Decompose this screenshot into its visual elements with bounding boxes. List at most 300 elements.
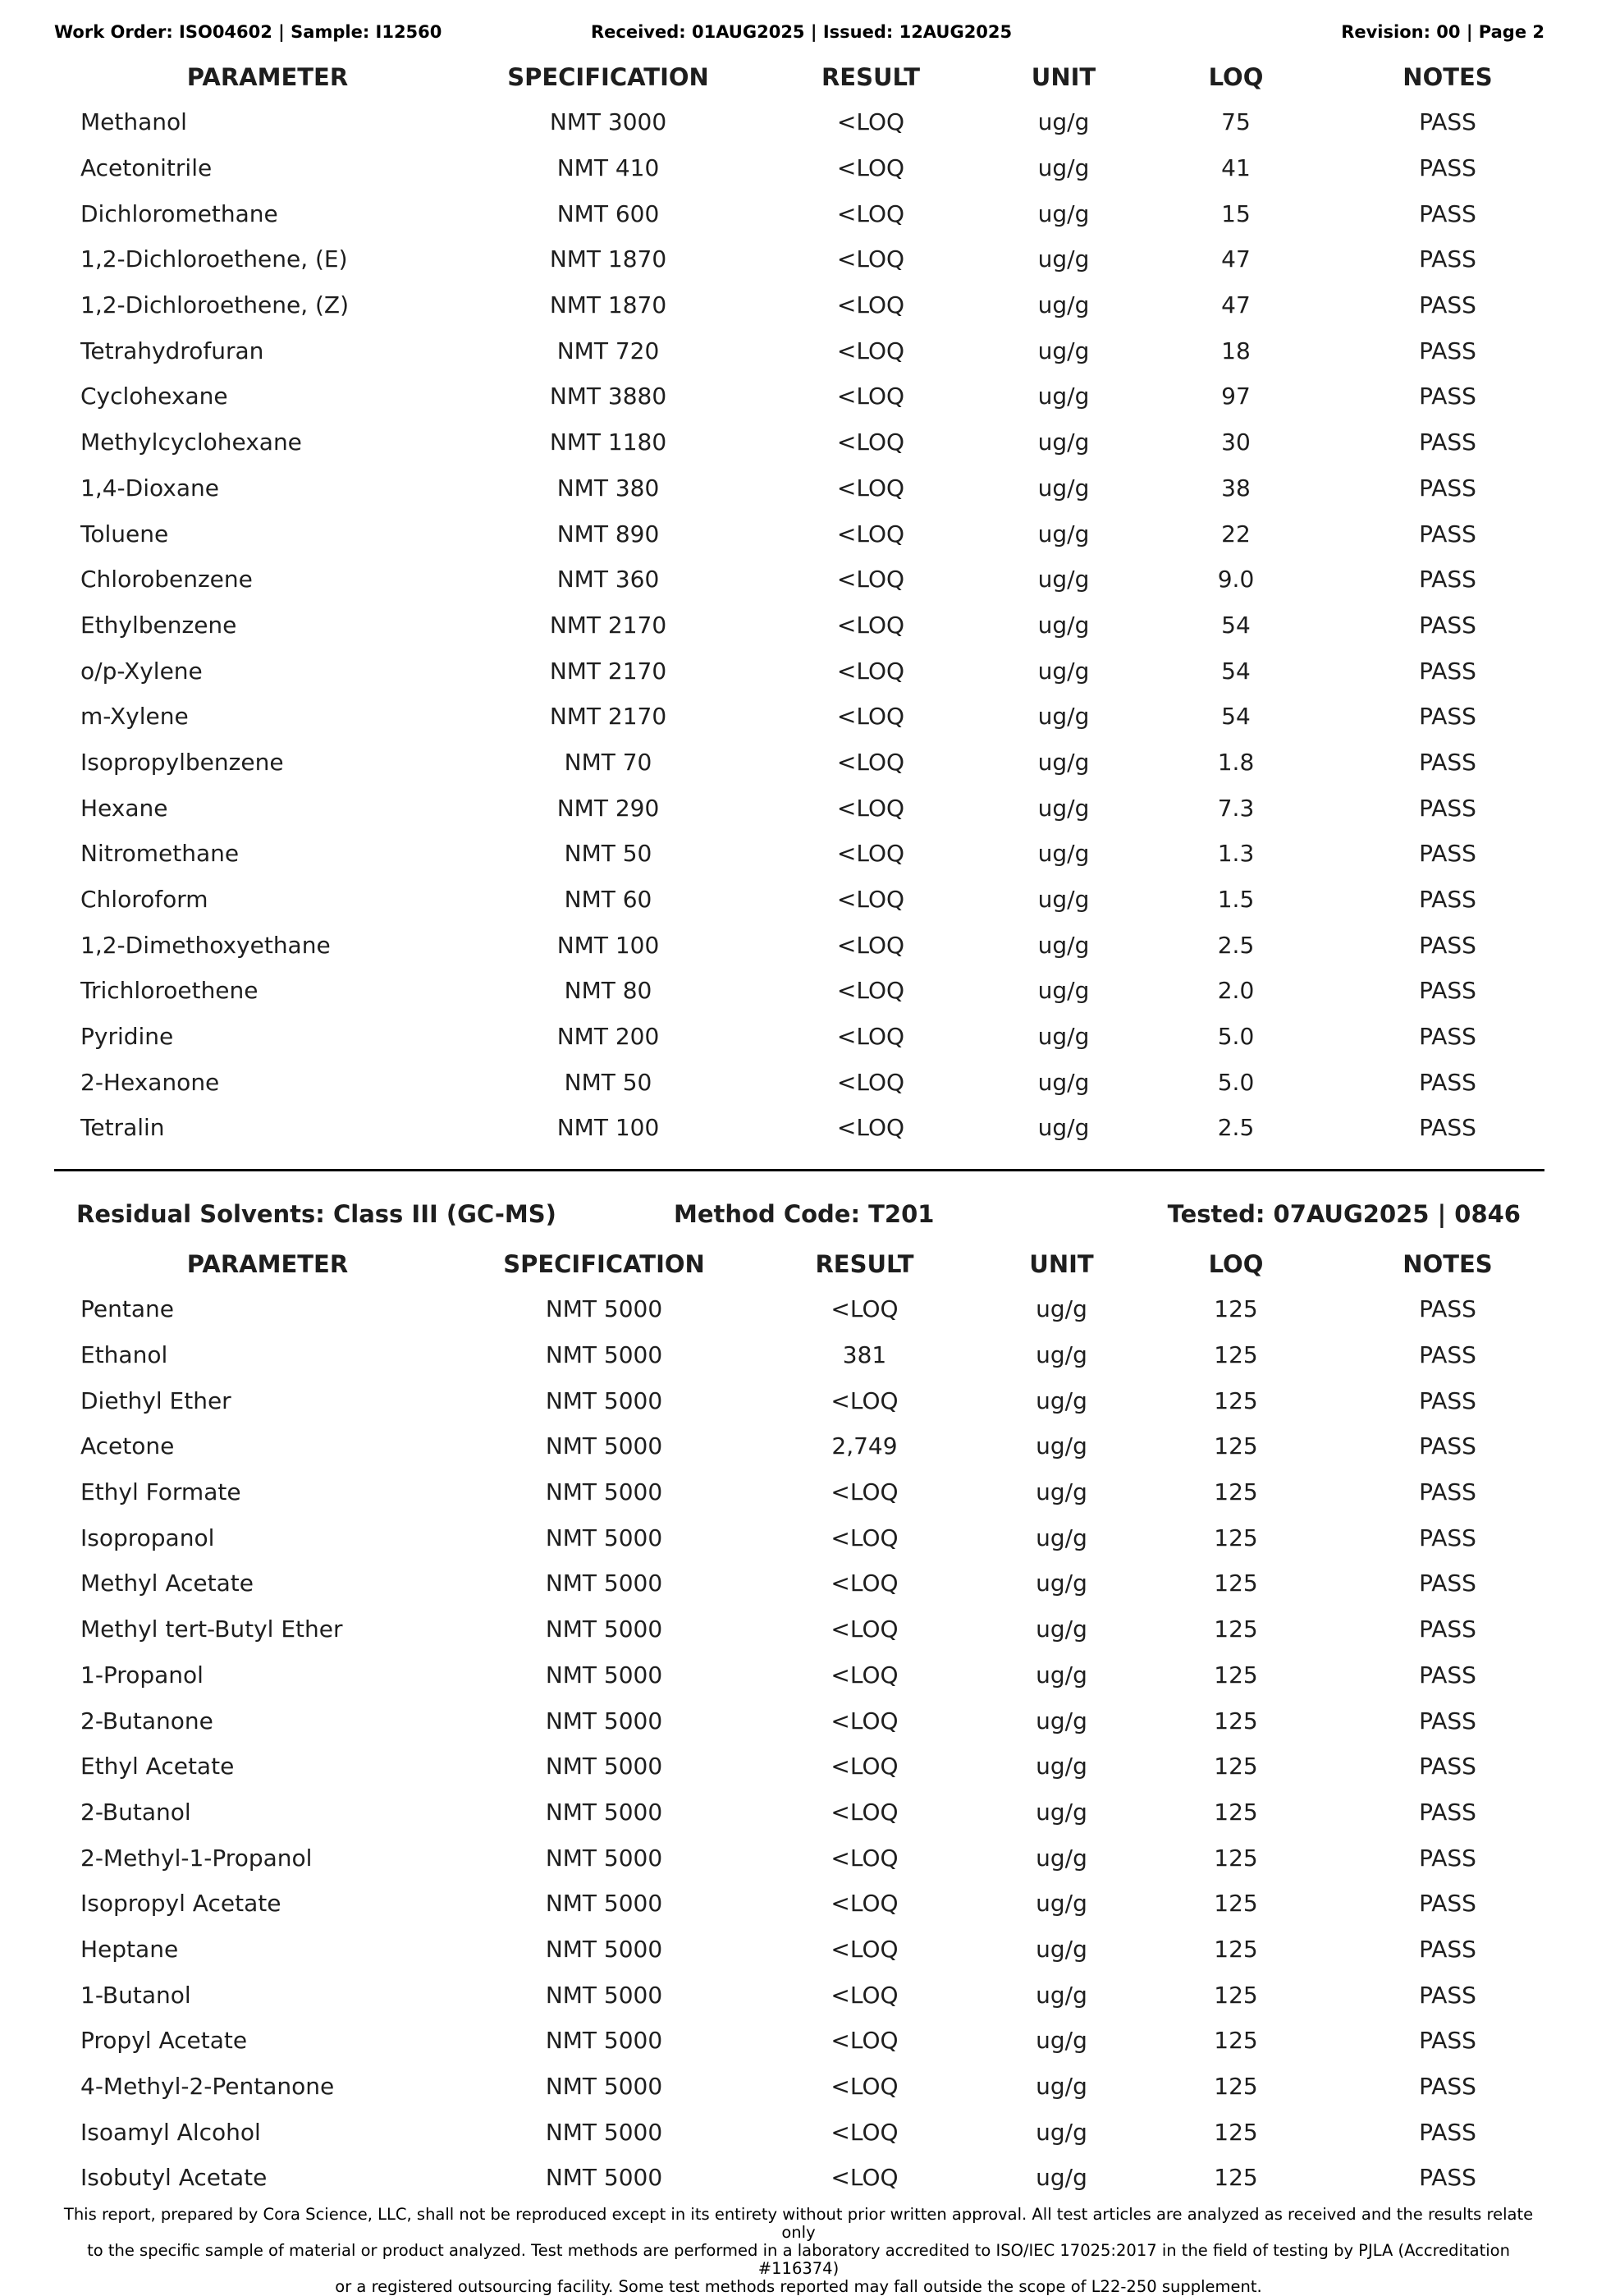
unit-cell: ug/g: [1036, 1981, 1087, 2009]
notes-cell: PASS: [1419, 2118, 1476, 2146]
table-row: [54, 1744, 1544, 1790]
unit-cell: ug/g: [1037, 154, 1090, 182]
loq-cell: 47: [1221, 245, 1251, 273]
specification-cell: NMT 5000: [545, 1798, 663, 1826]
notes-cell: PASS: [1419, 1341, 1476, 1369]
result-cell: <LOQ: [831, 1981, 899, 2009]
result-cell: <LOQ: [836, 566, 905, 593]
unit-cell: ug/g: [1036, 1890, 1087, 1918]
unit-cell: ug/g: [1036, 1432, 1087, 1460]
loq-cell: 125: [1214, 1981, 1258, 2009]
specification-cell: NMT 600: [556, 199, 660, 227]
parameter-cell: 4-Methyl-2-Pentanone: [80, 2073, 335, 2101]
unit-cell: ug/g: [1036, 2118, 1087, 2146]
table-row: [54, 511, 1544, 557]
unit-cell: ug/g: [1037, 1068, 1090, 1096]
table-row: [54, 694, 1544, 740]
specification-cell: NMT 290: [556, 794, 660, 822]
table-row: [54, 236, 1544, 282]
table-row: [54, 1059, 1544, 1105]
table-row: [54, 1515, 1544, 1560]
result-cell: <LOQ: [836, 748, 905, 776]
result-cell: <LOQ: [831, 1935, 899, 1963]
unit-cell: ug/g: [1036, 1661, 1087, 1689]
unit-cell: ug/g: [1036, 1935, 1087, 1963]
notes-cell: PASS: [1419, 383, 1476, 410]
notes-cell: PASS: [1419, 1068, 1476, 1096]
unit-cell: ug/g: [1037, 428, 1090, 456]
parameter-cell: Methyl tert-Butyl Ether: [80, 1615, 343, 1643]
received-issued-dates: Received: 01AUG2025 | Issued: 12AUG2025: [591, 22, 1013, 42]
table-row: [54, 1332, 1544, 1378]
result-cell: <LOQ: [831, 1386, 899, 1414]
loq-cell: 125: [1214, 1341, 1258, 1369]
specification-cell: NMT 1870: [549, 291, 667, 319]
unit-cell: ug/g: [1037, 383, 1090, 410]
specification-cell: NMT 2170: [549, 657, 667, 685]
notes-cell: PASS: [1419, 886, 1476, 914]
result-cell: <LOQ: [831, 2027, 899, 2055]
result-cell: <LOQ: [836, 520, 905, 548]
result-cell: 381: [842, 1341, 887, 1369]
loq-cell: 125: [1214, 1570, 1258, 1597]
section-divider: [54, 1169, 1544, 1171]
section-heading: [76, 1200, 1521, 1228]
loq-cell: 125: [1214, 1753, 1258, 1780]
parameter-cell: Ethylbenzene: [80, 611, 237, 639]
result-cell: <LOQ: [831, 1661, 899, 1689]
specification-cell: NMT 5000: [545, 1753, 663, 1780]
unit-cell: ug/g: [1037, 840, 1090, 868]
result-cell: <LOQ: [836, 1114, 905, 1142]
loq-cell: 2.0: [1217, 977, 1255, 1005]
loq-cell: 125: [1214, 1295, 1258, 1323]
unit-cell: ug/g: [1036, 1707, 1087, 1735]
table-row: [54, 877, 1544, 923]
parameter-cell: Isobutyl Acetate: [80, 2164, 268, 2192]
section-title: Residual Solvents: Class III (GC-MS): [76, 1200, 556, 1228]
result-cell: <LOQ: [831, 1798, 899, 1826]
parameter-cell: m-Xylene: [80, 703, 189, 731]
table-row: [54, 190, 1544, 236]
report-header: [54, 22, 1544, 45]
parameter-cell: Pentane: [80, 1295, 174, 1323]
loq-cell: 125: [1214, 2073, 1258, 2101]
specification-cell: NMT 200: [556, 1023, 660, 1051]
table-row: [54, 1835, 1544, 1881]
loq-cell: 2.5: [1217, 1114, 1255, 1142]
parameter-cell: Propyl Acetate: [80, 2027, 248, 2055]
unit-cell: ug/g: [1037, 1114, 1090, 1142]
specification-cell: NMT 5000: [545, 1341, 663, 1369]
unit-cell: ug/g: [1036, 2027, 1087, 2055]
specification-cell: NMT 5000: [545, 1981, 663, 2009]
notes-cell: PASS: [1419, 1707, 1476, 1735]
result-cell: 2,749: [831, 1432, 898, 1460]
column-header-loq: LOQ: [1208, 62, 1264, 91]
column-header-result: RESULT: [815, 1249, 914, 1278]
notes-cell: PASS: [1419, 337, 1476, 364]
loq-cell: 125: [1214, 1798, 1258, 1826]
specification-cell: NMT 5000: [545, 1890, 663, 1918]
loq-cell: 125: [1214, 1707, 1258, 1735]
table-row: [54, 1972, 1544, 2018]
unit-cell: ug/g: [1037, 657, 1090, 685]
parameter-cell: Acetone: [80, 1432, 175, 1460]
loq-cell: 41: [1221, 154, 1251, 182]
parameter-cell: o/p-Xylene: [80, 657, 203, 685]
unit-cell: ug/g: [1036, 1478, 1087, 1506]
result-cell: <LOQ: [836, 199, 905, 227]
notes-cell: PASS: [1419, 2073, 1476, 2101]
loq-cell: 2.5: [1217, 931, 1255, 959]
result-cell: <LOQ: [836, 1068, 905, 1096]
loq-cell: 5.0: [1217, 1068, 1255, 1096]
result-cell: <LOQ: [831, 1295, 899, 1323]
parameter-cell: Heptane: [80, 1935, 179, 1963]
table-row: [54, 648, 1544, 694]
parameter-cell: Ethanol: [80, 1341, 168, 1369]
notes-cell: PASS: [1419, 428, 1476, 456]
notes-cell: PASS: [1419, 1844, 1476, 1872]
notes-cell: PASS: [1419, 1798, 1476, 1826]
result-cell: <LOQ: [831, 1753, 899, 1780]
unit-cell: ug/g: [1037, 291, 1090, 319]
table-row: [54, 1377, 1544, 1423]
notes-cell: PASS: [1419, 977, 1476, 1005]
parameter-cell: Methanol: [80, 108, 187, 136]
result-cell: <LOQ: [836, 383, 905, 410]
notes-cell: PASS: [1419, 1981, 1476, 2009]
loq-cell: 15: [1221, 199, 1251, 227]
specification-cell: NMT 5000: [545, 1844, 663, 1872]
result-cell: <LOQ: [836, 657, 905, 685]
table-row: [54, 968, 1544, 1014]
specification-cell: NMT 2170: [549, 611, 667, 639]
table-row: [54, 1560, 1544, 1606]
result-cell: <LOQ: [831, 2073, 899, 2101]
column-header-unit: UNIT: [1029, 1249, 1094, 1278]
notes-cell: PASS: [1419, 1615, 1476, 1643]
result-cell: <LOQ: [831, 1890, 899, 1918]
loq-cell: 22: [1221, 520, 1251, 548]
table-row: [54, 99, 1544, 145]
loq-cell: 5.0: [1217, 1023, 1255, 1051]
column-header-notes: NOTES: [1403, 62, 1493, 91]
revision-page: Revision: 00 | Page 2: [1341, 22, 1544, 42]
specification-cell: NMT 1870: [549, 245, 667, 273]
method-code: Method Code: T201: [674, 1200, 935, 1228]
loq-cell: 125: [1214, 1661, 1258, 1689]
table-row: [54, 2109, 1544, 2155]
result-cell: <LOQ: [831, 2118, 899, 2146]
column-header-parameter: PARAMETER: [186, 62, 349, 91]
specification-cell: NMT 5000: [545, 1661, 663, 1689]
notes-cell: PASS: [1419, 1753, 1476, 1780]
table-row: [54, 785, 1544, 831]
unit-cell: ug/g: [1037, 1023, 1090, 1051]
unit-cell: ug/g: [1037, 245, 1090, 273]
specification-cell: NMT 1180: [549, 428, 667, 456]
unit-cell: ug/g: [1036, 1341, 1087, 1369]
unit-cell: ug/g: [1036, 1386, 1087, 1414]
notes-cell: PASS: [1419, 199, 1476, 227]
parameter-cell: Tetrahydrofuran: [80, 337, 264, 364]
parameter-cell: Chlorobenzene: [80, 566, 253, 593]
specification-cell: NMT 5000: [545, 1935, 663, 1963]
class-iii-results-table: [54, 1241, 1544, 2201]
parameter-cell: Dichloromethane: [80, 199, 278, 227]
table-row: [54, 145, 1544, 191]
unit-cell: ug/g: [1036, 1798, 1087, 1826]
unit-cell: ug/g: [1036, 2073, 1087, 2101]
parameter-cell: Trichloroethene: [80, 977, 259, 1005]
parameter-cell: 1-Propanol: [80, 1661, 204, 1689]
notes-cell: PASS: [1419, 520, 1476, 548]
specification-cell: NMT 410: [556, 154, 660, 182]
loq-cell: 30: [1221, 428, 1251, 456]
notes-cell: PASS: [1419, 154, 1476, 182]
parameter-cell: Isopropanol: [80, 1524, 215, 1551]
parameter-cell: Methylcyclohexane: [80, 428, 302, 456]
disclaimer-line: to the specific sample of material or product analyzed. Test methods are performed in a laboratory accredited to ISO/IEC 17025:2017 in the field of testing by PJLA (Accreditation #116374): [87, 2241, 1510, 2278]
loq-cell: 125: [1214, 2027, 1258, 2055]
table-row: [54, 1790, 1544, 1835]
table-row: [54, 282, 1544, 328]
unit-cell: ug/g: [1037, 611, 1090, 639]
parameter-cell: Isoamyl Alcohol: [80, 2118, 261, 2146]
unit-cell: ug/g: [1037, 977, 1090, 1005]
result-cell: <LOQ: [831, 1615, 899, 1643]
loq-cell: 125: [1214, 1478, 1258, 1506]
specification-cell: NMT 5000: [545, 2118, 663, 2146]
loq-cell: 38: [1221, 474, 1251, 502]
table-row: [54, 2155, 1544, 2201]
class-ii-results-table: [54, 54, 1544, 1151]
specification-cell: NMT 80: [564, 977, 652, 1005]
unit-cell: ug/g: [1037, 794, 1090, 822]
result-cell: <LOQ: [836, 840, 905, 868]
notes-cell: PASS: [1419, 2164, 1476, 2192]
unit-cell: ug/g: [1037, 337, 1090, 364]
loq-cell: 54: [1221, 611, 1251, 639]
result-cell: <LOQ: [831, 1570, 899, 1597]
parameter-cell: 1,2-Dichloroethene, (E): [80, 245, 348, 273]
specification-cell: NMT 5000: [545, 1707, 663, 1735]
parameter-cell: Toluene: [80, 520, 169, 548]
specification-cell: NMT 720: [556, 337, 660, 364]
notes-cell: PASS: [1419, 1386, 1476, 1414]
loq-cell: 125: [1214, 1844, 1258, 1872]
specification-cell: NMT 5000: [545, 1615, 663, 1643]
notes-cell: PASS: [1419, 703, 1476, 731]
loq-cell: 125: [1214, 1386, 1258, 1414]
table-row: [54, 465, 1544, 511]
result-cell: <LOQ: [836, 474, 905, 502]
result-cell: <LOQ: [836, 931, 905, 959]
table-row: [54, 603, 1544, 648]
unit-cell: ug/g: [1037, 199, 1090, 227]
specification-cell: NMT 5000: [545, 1432, 663, 1460]
parameter-cell: Chloroform: [80, 886, 208, 914]
parameter-cell: Ethyl Acetate: [80, 1753, 235, 1780]
result-cell: <LOQ: [836, 245, 905, 273]
unit-cell: ug/g: [1036, 1570, 1087, 1597]
unit-cell: ug/g: [1037, 703, 1090, 731]
result-cell: <LOQ: [836, 291, 905, 319]
loq-cell: 7.3: [1217, 794, 1255, 822]
column-header-notes: NOTES: [1403, 1249, 1493, 1278]
unit-cell: ug/g: [1037, 931, 1090, 959]
unit-cell: ug/g: [1036, 1524, 1087, 1551]
specification-cell: NMT 5000: [545, 1524, 663, 1551]
table-row: [54, 1105, 1544, 1151]
loq-cell: 1.5: [1217, 886, 1255, 914]
table-row: [54, 374, 1544, 419]
specification-cell: NMT 100: [556, 931, 660, 959]
table-row: [54, 1423, 1544, 1469]
result-cell: <LOQ: [836, 1023, 905, 1051]
table-row: [54, 1286, 1544, 1332]
disclaimer-line: or a registered outsourcing facility. Some test methods reported may fall outside the scope of L22-250 supplement.: [335, 2277, 1262, 2296]
notes-cell: PASS: [1419, 1570, 1476, 1597]
loq-cell: 1.8: [1217, 748, 1255, 776]
parameter-cell: Diethyl Ether: [80, 1386, 231, 1414]
loq-cell: 125: [1214, 1935, 1258, 1963]
notes-cell: PASS: [1419, 1661, 1476, 1689]
unit-cell: ug/g: [1037, 566, 1090, 593]
result-cell: <LOQ: [836, 611, 905, 639]
notes-cell: PASS: [1419, 1890, 1476, 1918]
notes-cell: PASS: [1419, 291, 1476, 319]
loq-cell: 125: [1214, 2164, 1258, 2192]
result-cell: <LOQ: [836, 428, 905, 456]
table-row: [54, 2018, 1544, 2064]
specification-cell: NMT 100: [556, 1114, 660, 1142]
notes-cell: PASS: [1419, 748, 1476, 776]
notes-cell: PASS: [1419, 1478, 1476, 1506]
loq-cell: 1.3: [1217, 840, 1255, 868]
parameter-cell: Acetonitrile: [80, 154, 213, 182]
table-header-row: [54, 54, 1544, 99]
table-row: [54, 419, 1544, 465]
unit-cell: ug/g: [1036, 1615, 1087, 1643]
parameter-cell: Hexane: [80, 794, 168, 822]
specification-cell: NMT 890: [556, 520, 660, 548]
unit-cell: ug/g: [1036, 1753, 1087, 1780]
notes-cell: PASS: [1419, 1524, 1476, 1551]
notes-cell: PASS: [1419, 931, 1476, 959]
table-row: [54, 2064, 1544, 2110]
parameter-cell: Nitromethane: [80, 840, 240, 868]
loq-cell: 54: [1221, 657, 1251, 685]
parameter-cell: Isopropylbenzene: [80, 748, 284, 776]
specification-cell: NMT 2170: [549, 703, 667, 731]
parameter-cell: 1,2-Dimethoxyethane: [80, 931, 331, 959]
column-header-unit: UNIT: [1031, 62, 1096, 91]
disclaimer-footer: [49, 2206, 1548, 2296]
table-row: [54, 1927, 1544, 1973]
notes-cell: PASS: [1419, 1295, 1476, 1323]
specification-cell: NMT 3880: [549, 383, 667, 410]
parameter-cell: Ethyl Formate: [80, 1478, 241, 1506]
notes-cell: PASS: [1419, 794, 1476, 822]
parameter-cell: Tetralin: [80, 1114, 165, 1142]
table-row: [54, 1014, 1544, 1060]
column-header-result: RESULT: [821, 62, 921, 91]
unit-cell: ug/g: [1036, 1295, 1087, 1323]
notes-cell: PASS: [1419, 245, 1476, 273]
loq-cell: 75: [1221, 108, 1251, 136]
table-row: [54, 740, 1544, 786]
parameter-cell: Isopropyl Acetate: [80, 1890, 281, 1918]
table-row: [54, 557, 1544, 603]
unit-cell: ug/g: [1037, 108, 1090, 136]
loq-cell: 125: [1214, 1890, 1258, 1918]
notes-cell: PASS: [1419, 657, 1476, 685]
notes-cell: PASS: [1419, 566, 1476, 593]
specification-cell: NMT 380: [556, 474, 660, 502]
table-row: [54, 328, 1544, 374]
table-row: [54, 1606, 1544, 1652]
specification-cell: NMT 50: [564, 840, 652, 868]
table-row: [54, 1698, 1544, 1744]
column-header-loq: LOQ: [1208, 1249, 1264, 1278]
result-cell: <LOQ: [831, 1844, 899, 1872]
unit-cell: ug/g: [1037, 886, 1090, 914]
notes-cell: PASS: [1419, 1023, 1476, 1051]
notes-cell: PASS: [1419, 474, 1476, 502]
parameter-cell: 1-Butanol: [80, 1981, 191, 2009]
loq-cell: 54: [1221, 703, 1251, 731]
loq-cell: 125: [1214, 2118, 1258, 2146]
result-cell: <LOQ: [836, 108, 905, 136]
specification-cell: NMT 5000: [545, 1570, 663, 1597]
notes-cell: PASS: [1419, 1935, 1476, 1963]
specification-cell: NMT 70: [564, 748, 652, 776]
loq-cell: 47: [1221, 291, 1251, 319]
result-cell: <LOQ: [836, 886, 905, 914]
notes-cell: PASS: [1419, 840, 1476, 868]
disclaimer-line: This report, prepared by Cora Science, LLC, shall not be reproduced except in its entirety without prior written approval. All test articles are analyzed as received and the results relate only: [63, 2205, 1534, 2242]
loq-cell: 125: [1214, 1524, 1258, 1551]
column-header-specification: SPECIFICATION: [507, 62, 709, 91]
notes-cell: PASS: [1419, 1432, 1476, 1460]
specification-cell: NMT 5000: [545, 1386, 663, 1414]
parameter-cell: Pyridine: [80, 1023, 174, 1051]
specification-cell: NMT 5000: [545, 1295, 663, 1323]
result-cell: <LOQ: [836, 794, 905, 822]
column-header-parameter: PARAMETER: [186, 1249, 349, 1278]
column-header-specification: SPECIFICATION: [503, 1249, 705, 1278]
result-cell: <LOQ: [836, 154, 905, 182]
result-cell: <LOQ: [831, 1478, 899, 1506]
tested-date: Tested: 07AUG2025 | 0846: [1167, 1200, 1521, 1228]
work-order-sample: Work Order: ISO04602 | Sample: I12560: [54, 22, 442, 42]
parameter-cell: 2-Butanone: [80, 1707, 213, 1735]
result-cell: <LOQ: [836, 337, 905, 364]
notes-cell: PASS: [1419, 108, 1476, 136]
specification-cell: NMT 3000: [549, 108, 667, 136]
loq-cell: 9.0: [1217, 566, 1255, 593]
parameter-cell: Cyclohexane: [80, 383, 228, 410]
table-row: [54, 831, 1544, 877]
result-cell: <LOQ: [836, 977, 905, 1005]
parameter-cell: 2-Methyl-1-Propanol: [80, 1844, 313, 1872]
unit-cell: ug/g: [1037, 474, 1090, 502]
specification-cell: NMT 5000: [545, 2164, 663, 2192]
specification-cell: NMT 360: [556, 566, 660, 593]
